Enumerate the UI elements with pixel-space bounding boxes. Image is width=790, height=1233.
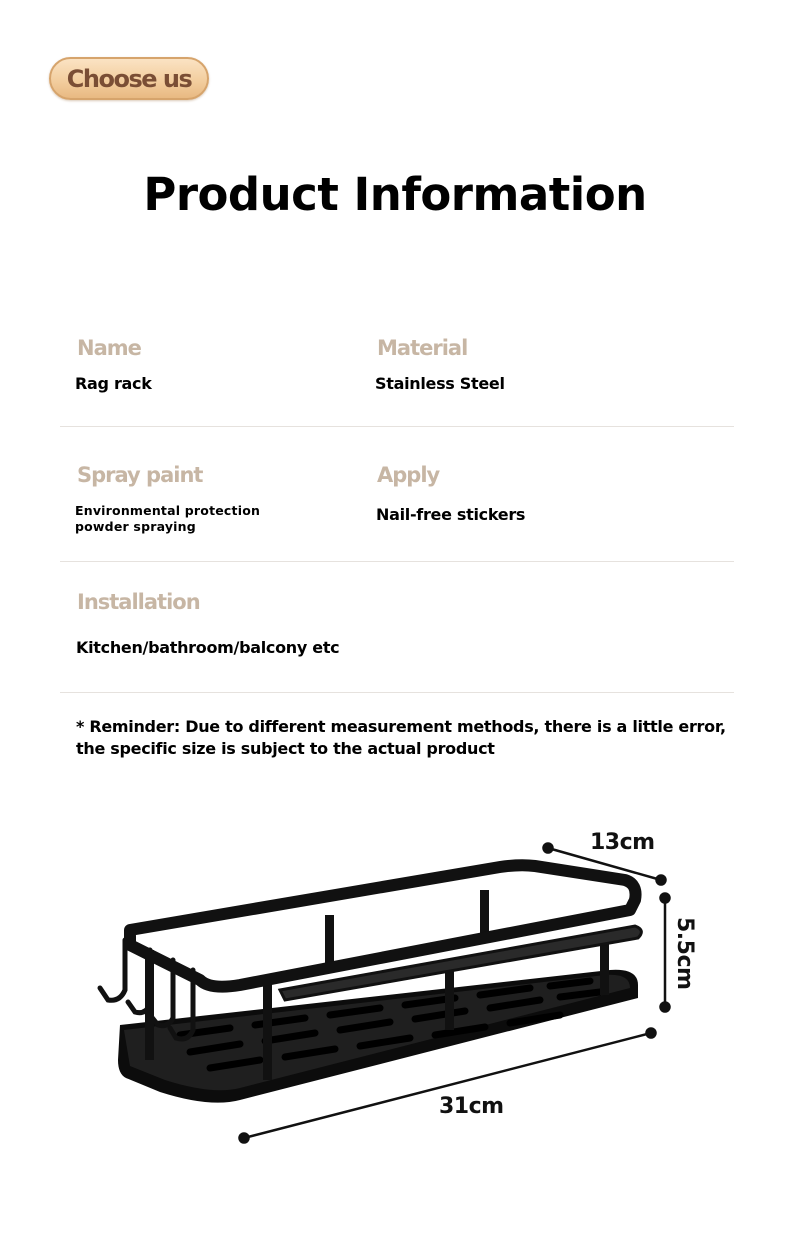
reminder-line: * Reminder: Due to different measurement methods, there is a little error, — [76, 717, 726, 736]
spec-label-installation: Installation — [77, 590, 200, 614]
spec-value-line: Environmental protection — [75, 503, 261, 518]
spec-label-apply: Apply — [377, 463, 440, 487]
badge-label: Choose us — [66, 64, 192, 93]
height-dimension-label: 5.5cm — [672, 917, 697, 990]
spec-value-material: Stainless Steel — [375, 374, 505, 393]
spec-label-material: Material — [377, 336, 468, 360]
page-title: Product Information — [143, 168, 647, 221]
spec-label-spray-paint: Spray paint — [77, 463, 203, 487]
spec-value-apply: Nail-free stickers — [376, 505, 526, 524]
spec-value-installation: Kitchen/bathroom/balcony etc — [76, 638, 340, 657]
spec-label-name: Name — [77, 336, 141, 360]
reminder-line: the specific size is subject to the actual product — [76, 739, 495, 758]
spec-value-line: powder spraying — [75, 519, 196, 534]
spec-value-name: Rag rack — [75, 374, 152, 393]
length-dimension-label: 31cm — [439, 1094, 504, 1119]
depth-dimension-label: 13cm — [590, 830, 655, 855]
